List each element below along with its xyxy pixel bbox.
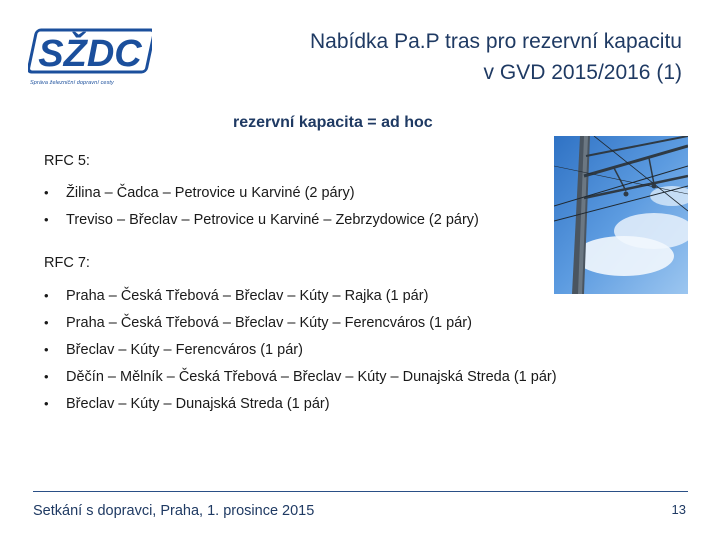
page-number: 13 <box>671 502 686 517</box>
list-item: • Praha – Česká Třebová – Břeclav – Kúty – Rajka (1 pár) <box>44 286 557 313</box>
logo-text: SŽDC <box>38 33 142 75</box>
section-heading-rfc7: RFC 7: <box>44 255 90 271</box>
list-item: • Žilina – Čadca – Petrovice u Karviné (2 páry) <box>44 183 479 210</box>
szdc-logo <box>28 24 152 92</box>
list-item: • Břeclav – Kúty – Ferencváros (1 pár) <box>44 340 557 367</box>
list-item: • Treviso – Břeclav – Petrovice u Karviné – Zebrzydowice (2 páry) <box>44 210 479 237</box>
list-item: • Děčín – Mělník – Česká Třebová – Břeclav – Kúty – Dunajská Streda (1 pár) <box>44 367 557 394</box>
bullet-list-rfc7 <box>44 286 557 421</box>
list-item: • Břeclav – Kúty – Dunajská Streda (1 pár) <box>44 394 557 421</box>
page-subtitle: rezervní kapacita = ad hoc <box>233 114 433 131</box>
title-line-2: v GVD 2015/2016 (1) <box>483 61 682 84</box>
szdc-logo-mark <box>28 24 152 80</box>
logo-tagline: Správa železniční dopravní cesty <box>30 80 114 86</box>
footer-divider <box>33 491 688 492</box>
list-item: • Praha – Česká Třebová – Břeclav – Kúty – Ferencváros (1 pár) <box>44 313 557 340</box>
catenary-photo <box>554 136 688 294</box>
title-line-1: Nabídka Pa.P tras pro rezervní kapacitu <box>310 30 682 53</box>
section-heading-rfc5: RFC 5: <box>44 153 90 169</box>
page-title <box>310 26 682 88</box>
footer-text: Setkání s dopravci, Praha, 1. prosince 2015 <box>33 503 315 519</box>
bullet-list-rfc5 <box>44 183 479 237</box>
